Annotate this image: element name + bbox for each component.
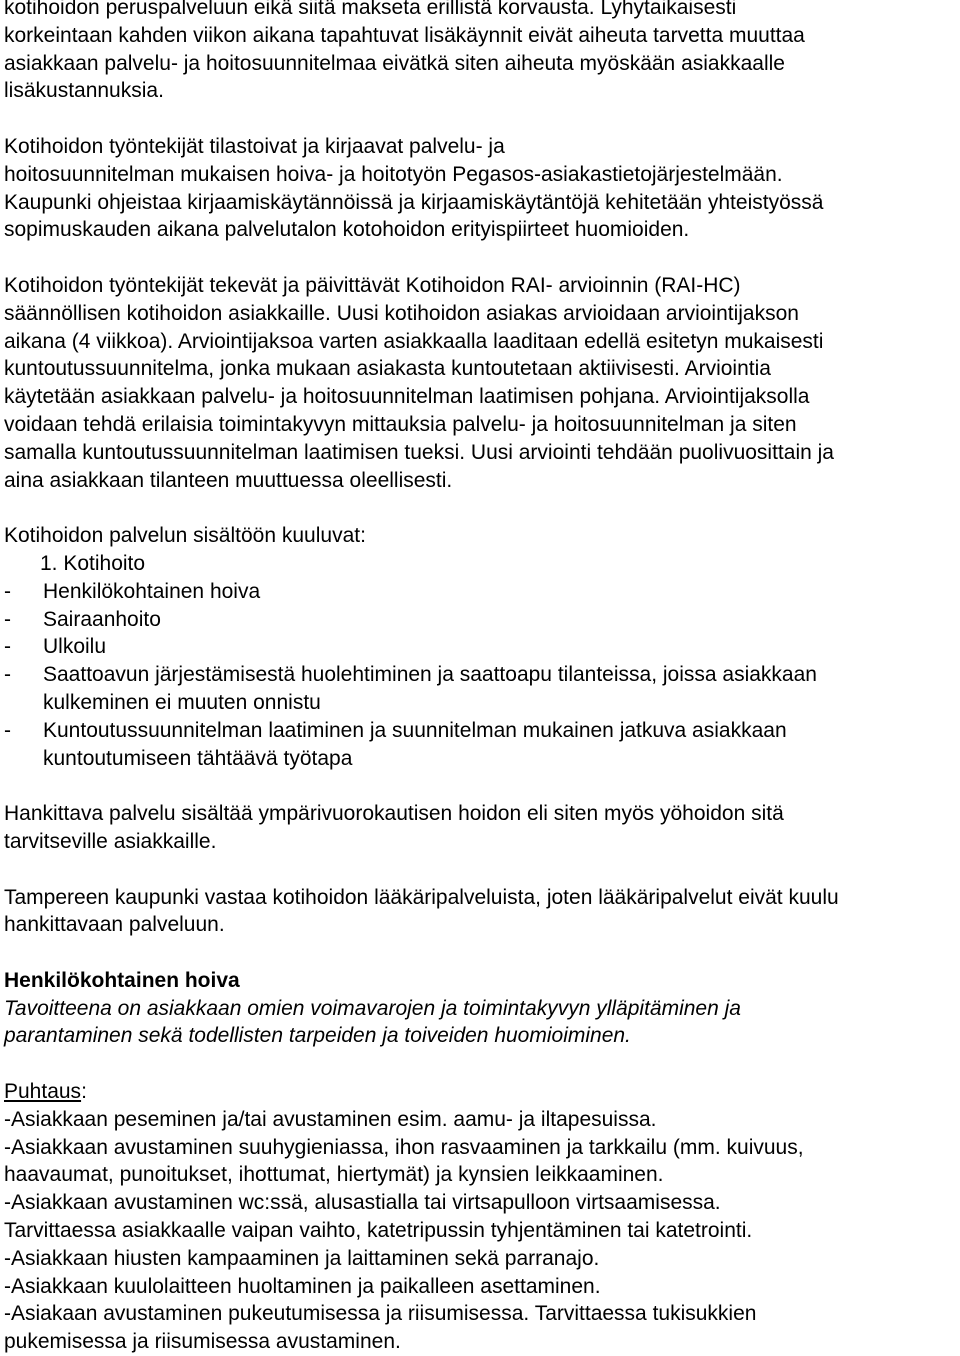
text-line: Hankittava palvelu sisältää ympärivuorokautisen hoidon eli siten myös yöhoidon sitä (4, 802, 784, 826)
paragraph-doctor-services (4, 884, 956, 940)
text-line: tarvitseville asiakkaille. (4, 829, 217, 853)
dash-bullet: - (4, 663, 11, 687)
paragraph-gap (4, 772, 956, 800)
section-hygiene (4, 1078, 956, 1356)
list-intro: Kotihoidon palvelun sisältöön kuuluvat: (4, 524, 366, 548)
text-line: -Asiakkaan peseminen ja/tai avustaminen esim. aamu- ja iltapesuissa. (4, 1107, 657, 1131)
paragraph-documentation (4, 133, 956, 244)
list-item (4, 717, 956, 773)
paragraph-round-the-clock (4, 800, 956, 856)
paragraph-additional-visits (4, 0, 956, 105)
paragraph-gap (4, 1050, 956, 1078)
dash-bullet: - (4, 607, 11, 631)
list-item (4, 606, 956, 634)
list-item-text: kuntoutumiseen tähtäävä työtapa (43, 746, 353, 770)
goal-line: parantaminen sekä todellisten tarpeiden ja toiveiden huomioiminen. (4, 1024, 631, 1048)
list-item-text: Henkilökohtainen hoiva (43, 579, 261, 603)
text-line: Kotihoidon työntekijät tekevät ja päivittävät Kotihoidon RAI- arvioinnin (RAI-HC) (4, 273, 741, 297)
text-line: aikana (4 viikkoa). Arviointijaksoa varten asiakkaalla laaditaan edellä esitetyn mukaisesti (4, 329, 824, 353)
subheading-colon: : (81, 1080, 87, 1104)
text-line: Kaupunki ohjeistaa kirjaamiskäytännöissä ja kirjaamiskäytäntöjä kehitetään yhteistyössä (4, 190, 824, 214)
list-item-text: kulkeminen ei muuten onnistu (43, 690, 321, 714)
text-line: voidaan tehdä erilaisia toimintakyvyn mittauksia palvelu- ja hoitosuunnitelman ja siten (4, 412, 797, 436)
text-line: hoitosuunnitelman mukaisen hoiva- ja hoitotyön Pegasos-asiakastietojärjestelmään. (4, 162, 783, 186)
text-line: -Asiakkaan avustaminen suuhygieniassa, ihon rasvaaminen ja tarkkailu (mm. kuivuus, (4, 1135, 804, 1159)
text-line: samalla kuntoutussuunnitelman laatimisen tueksi. Uusi arviointi tehdään puolivuosittain ja (4, 440, 834, 464)
section-personal-care (4, 967, 956, 1050)
text-line: aina asiakkaan tilanteen muuttuessa oleellisesti. (4, 468, 453, 492)
text-line: Tarvittaessa asiakkaalle vaipan vaihto, katetripussin tyhjentäminen tai katetrointi. (4, 1219, 753, 1243)
list-item (4, 633, 956, 661)
text-line: -Asiakkaan kuulolaitteen huoltaminen ja paikalleen asettaminen. (4, 1274, 601, 1298)
text-line: lisäkustannuksia. (4, 79, 164, 103)
paragraph-gap (4, 494, 956, 522)
paragraph-gap (4, 244, 956, 272)
text-line: haavaumat, punoitukset, ihottumat, hiertymät) ja kynsien leikkaaminen. (4, 1163, 664, 1187)
paragraph-gap (4, 856, 956, 884)
text-line: kotihoidon peruspalveluun eikä siitä makseta erillistä korvausta. Lyhytaikaisesti (4, 0, 737, 19)
dash-bullet: - (4, 635, 11, 659)
text-line: -Asiakaan avustaminen pukeutumisessa ja riisumisessa. Tarvittaessa tukisukkien (4, 1302, 757, 1326)
text-line: käytetään asiakkaan palvelu- ja hoitosuunnitelman laatimisen pohjana. Arviointijaksolla (4, 385, 810, 409)
text-line: Kotihoidon työntekijät tilastoivat ja kirjaavat palvelu- ja (4, 134, 505, 158)
section-heading: Henkilökohtainen hoiva (4, 968, 240, 992)
text-line: säännöllisen kotihoidon asiakkaille. Uusi kotihoidon asiakas arvioidaan arviointijakson (4, 301, 799, 325)
numbered-list-item: 1. Kotihoito (40, 551, 146, 575)
list-item (4, 661, 956, 717)
service-contents-list (4, 522, 956, 772)
text-line: -Asiakkaan hiusten kampaaminen ja laittaminen sekä parranajo. (4, 1246, 600, 1270)
text-line: hankittavaan palveluun. (4, 913, 225, 937)
text-line: sopimuskauden aikana palvelutalon kotohoidon erityispiirteet huomioiden. (4, 218, 690, 242)
text-line: pukemisessa ja riisumisessa avustaminen. (4, 1330, 401, 1354)
subheading-label: Puhtaus (4, 1080, 82, 1104)
dash-bullet: - (4, 718, 11, 742)
list-item-text: Saattoavun järjestämisestä huolehtiminen ja saattoapu tilanteissa, joissa asiakkaan (43, 663, 817, 687)
paragraph-gap (4, 939, 956, 967)
paragraph-gap (4, 105, 956, 133)
list-item-text: Ulkoilu (43, 635, 107, 659)
paragraph-rai-assessment (4, 272, 956, 494)
list-item-text: Kuntoutussuunnitelman laatiminen ja suunnitelman mukainen jatkuva asiakkaan (43, 718, 787, 742)
text-line: asiakkaan palvelu- ja hoitosuunnitelmaa eivätkä siten aiheuta myöskään asiakkaalle (4, 51, 785, 75)
text-line: kuntoutussuunnitelma, jonka mukaan asiakasta kuntoutetaan aktiivisesti. Arviointia (4, 357, 771, 381)
list-item-text: Sairaanhoito (43, 607, 161, 631)
subheading (4, 1078, 956, 1106)
text-line: Tampereen kaupunki vastaa kotihoidon lääkäripalveluista, joten lääkäripalvelut eivät kuulu (4, 885, 839, 909)
list-item (4, 578, 956, 606)
goal-line: Tavoitteena on asiakkaan omien voimavarojen ja toimintakyvyn ylläpitäminen ja (4, 996, 741, 1020)
text-line: -Asiakkaan avustaminen wc:ssä, alusastialla tai virtsapulloon virtsaamisessa. (4, 1191, 721, 1215)
text-line: korkeintaan kahden viikon aikana tapahtuvat lisäkäynnit eivät aiheuta tarvetta muuttaa (4, 23, 805, 47)
document-page (4, 0, 956, 1356)
dash-bullet: - (4, 579, 11, 603)
